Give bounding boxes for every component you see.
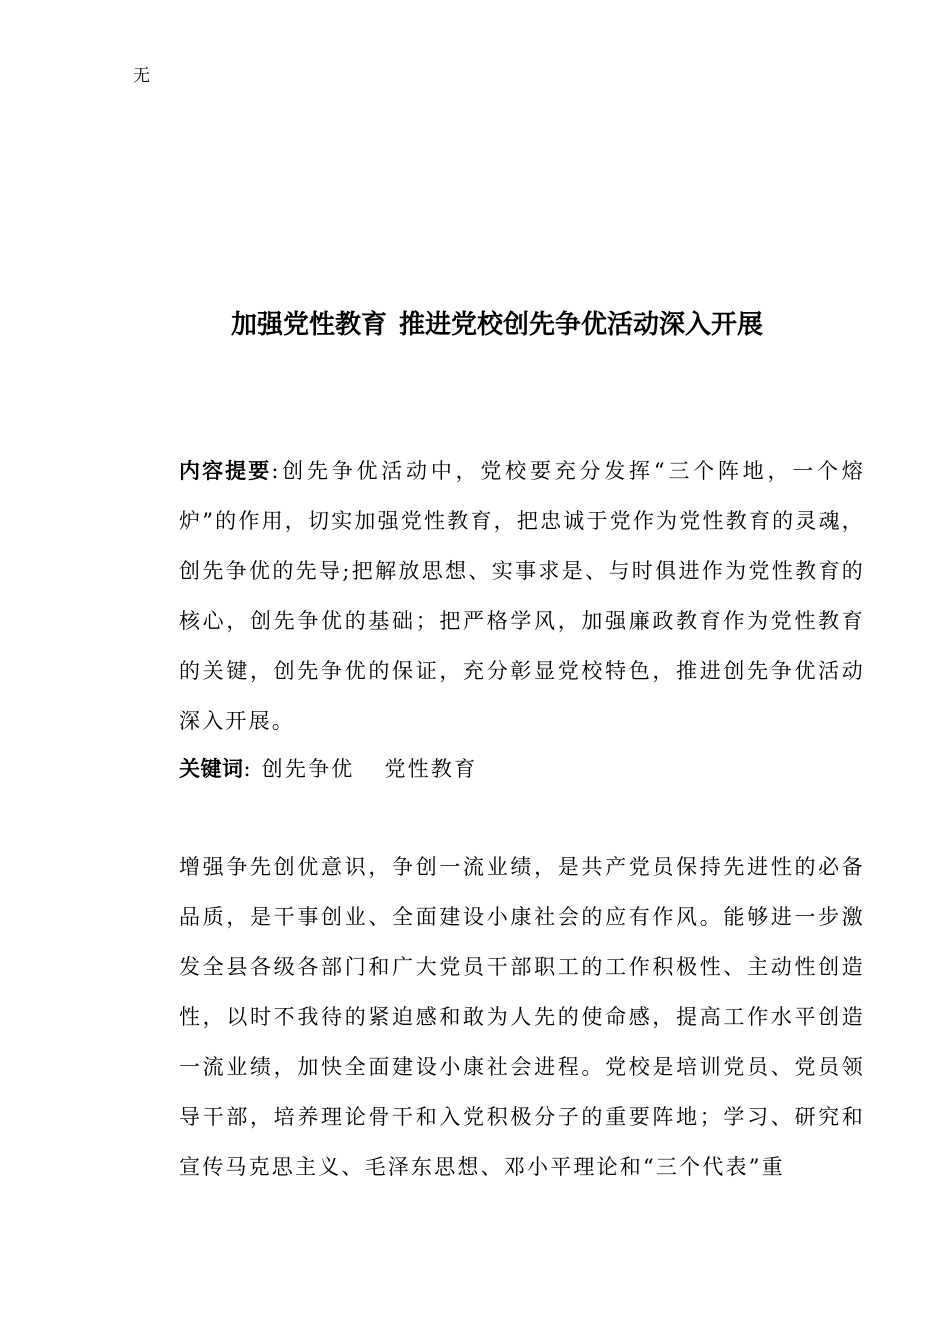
keywords-line [133, 744, 865, 794]
title-part-1: 加强党性教育 [230, 310, 387, 340]
keywords-colon: : [243, 757, 253, 781]
abstract-text: 创先争优活动中，党校要充分发挥“三个阵地，一个熔炉”的作用，切实加强党性教育，把忠诚于党作为党性教育的灵魂，创先争优的先导;把解放思想、实事求是、与时俱进作为党性教育的核心，创先争优的基础；把严格学风，加强廉政教育作为党性教育的关键，创先争优的保证，充分彰显党校特色，推进创先争优活动深入开展。 [179, 459, 865, 733]
keyword-item: 创先争优 [261, 757, 355, 781]
title-part-2: 推进党校创先争优活动深入开展 [399, 310, 764, 340]
body-paragraph: 增强争先创优意识，争创一流业绩，是共产党员保持先进性的必备品质，是干事创业、全面建设小康社会的应有作风。能够进一步激发全县各级各部门和广大党员干部职工的工作积极性、主动性创造性，以时不我待的紧迫感和敢为人先的使命感，提高工作水平创造一流业绩，加快全面建设小康社会进程。党校是培训党员、党员领导干部，培养理论骨干和入党积极分子的重要阵地；学习、研究和宣传马克思主义、毛泽东思想、邓小平理论和“三个代表”重 [179, 855, 865, 1179]
abstract-colon: : [271, 459, 281, 483]
abstract-label: 内容提要 [179, 459, 272, 483]
abstract-paragraph [133, 446, 865, 746]
header-mark: 无 [133, 66, 150, 86]
keywords-label: 关键词 [179, 757, 244, 781]
document-title [0, 305, 950, 345]
keyword-item: 党性教育 [384, 757, 478, 781]
